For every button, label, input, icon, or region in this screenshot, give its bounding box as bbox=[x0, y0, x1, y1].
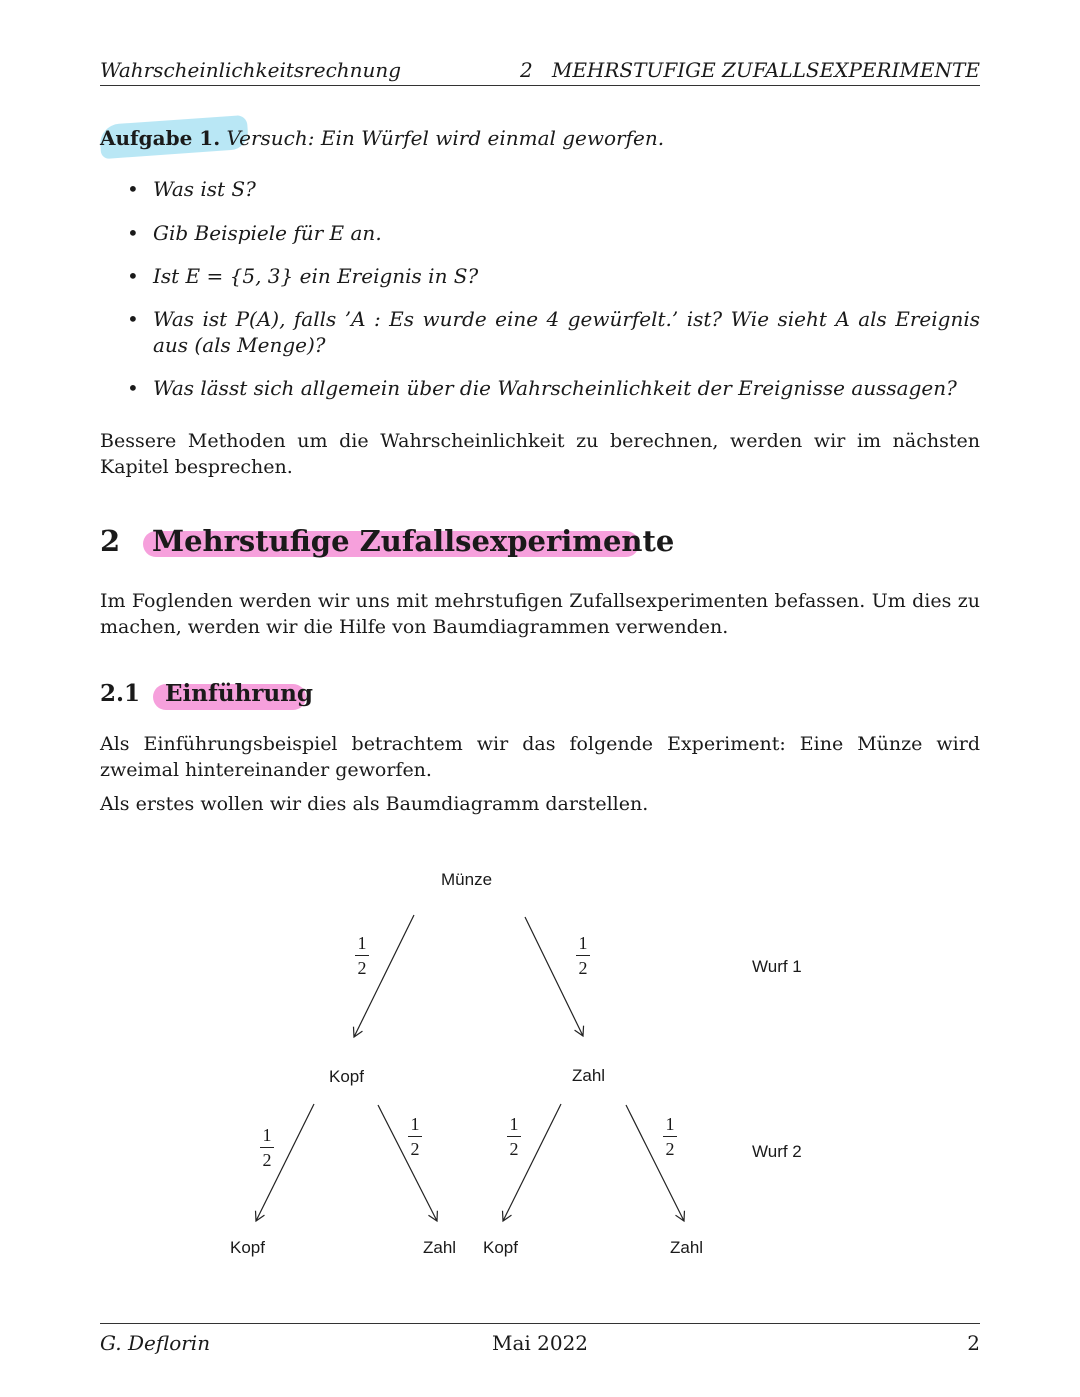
footer-author: G. Deflorin bbox=[100, 1331, 211, 1355]
fraction-bar bbox=[507, 1136, 521, 1137]
paragraph-methods: Bessere Methoden um die Wahrscheinlichkeit zu berechnen, werden wir im nächsten Kapitel besprechen. bbox=[100, 430, 980, 478]
fraction-bar bbox=[408, 1136, 422, 1137]
tree-node-level2: Zahl bbox=[670, 1238, 704, 1257]
fraction-bar bbox=[260, 1147, 274, 1148]
running-header-left: Wahrscheinlichkeitsrechnung bbox=[100, 58, 402, 82]
fraction-denominator: 2 bbox=[262, 1150, 272, 1170]
probability-fraction bbox=[660, 1115, 680, 1158]
tree-node-level1: Zahl bbox=[572, 1066, 606, 1085]
exercise-label: Aufgabe 1. bbox=[100, 126, 221, 150]
footer-date: Mai 2022 bbox=[491, 1331, 589, 1355]
section-title: Mehrstufige Zufallsexperimente bbox=[152, 524, 675, 558]
subsection-number: 2.1 bbox=[100, 680, 141, 707]
footer-rule bbox=[100, 1323, 980, 1324]
exercise-text: Versuch: Ein Würfel wird einmal geworfen. bbox=[226, 126, 665, 150]
fraction-denominator: 2 bbox=[357, 958, 367, 978]
fraction-numerator: 1 bbox=[578, 933, 588, 953]
tree-root: Münze bbox=[441, 870, 493, 889]
question-item: • Was lässt sich allgemein über die Wahrscheinlichkeit der Ereignisse aussagen? bbox=[100, 375, 980, 401]
tree-node-level1: Kopf bbox=[329, 1067, 364, 1086]
fraction-denominator: 2 bbox=[665, 1139, 675, 1159]
tree-node-level2: Kopf bbox=[483, 1238, 518, 1257]
probability-fraction bbox=[504, 1115, 524, 1158]
page-number: 2 bbox=[967, 1331, 980, 1355]
tree-node-level2: Zahl bbox=[423, 1238, 457, 1257]
fraction-numerator: 1 bbox=[357, 933, 367, 953]
fraction-numerator: 1 bbox=[410, 1114, 420, 1134]
question-item: • Was ist P(A), falls ’A : Es wurde eine 4 gewürfelt.’ ist? Wie sieht A als Ereignis aus (als Menge)? bbox=[100, 306, 980, 358]
probability-fraction bbox=[352, 934, 372, 977]
question-item: • Ist E = {5, 3} ein Ereignis in S? bbox=[100, 263, 980, 289]
running-header-right: 2 MEHRSTUFIGE ZUFALLSEXPERIMENTE bbox=[520, 58, 980, 82]
fraction-bar bbox=[663, 1136, 677, 1137]
paragraph-example: Als Einführungsbeispiel betrachtem wir das folgende Experiment: Eine Münze wird zweimal hintereinander geworfen. bbox=[100, 733, 980, 781]
stage-label: Wurf 2 bbox=[752, 1142, 802, 1161]
paragraph-intro: Im Foglenden werden wir uns mit mehrstufigen Zufallsexperimenten befassen. Um dies zu machen, werden wir die Hilfe von Baumdiagrammen verwenden. bbox=[100, 590, 980, 638]
fraction-denominator: 2 bbox=[509, 1139, 519, 1159]
fraction-denominator: 2 bbox=[410, 1139, 420, 1159]
paragraph-first: Als erstes wollen wir dies als Baumdiagramm darstellen. bbox=[100, 793, 649, 815]
probability-fraction bbox=[405, 1115, 425, 1158]
probability-fraction bbox=[573, 934, 593, 977]
fraction-bar bbox=[576, 955, 590, 956]
tree-node-level2: Kopf bbox=[230, 1238, 265, 1257]
stage-label: Wurf 1 bbox=[752, 957, 802, 976]
fraction-numerator: 1 bbox=[665, 1114, 675, 1134]
question-item: • Was ist S? bbox=[100, 176, 980, 202]
section-number: 2 bbox=[100, 524, 121, 558]
question-item: • Gib Beispiele für E an. bbox=[100, 220, 980, 246]
fraction-bar bbox=[355, 955, 369, 956]
probability-fraction bbox=[257, 1126, 277, 1169]
fraction-denominator: 2 bbox=[578, 958, 588, 978]
subsection-title: Einführung bbox=[165, 680, 313, 707]
fraction-numerator: 1 bbox=[509, 1114, 519, 1134]
fraction-numerator: 1 bbox=[262, 1125, 272, 1145]
